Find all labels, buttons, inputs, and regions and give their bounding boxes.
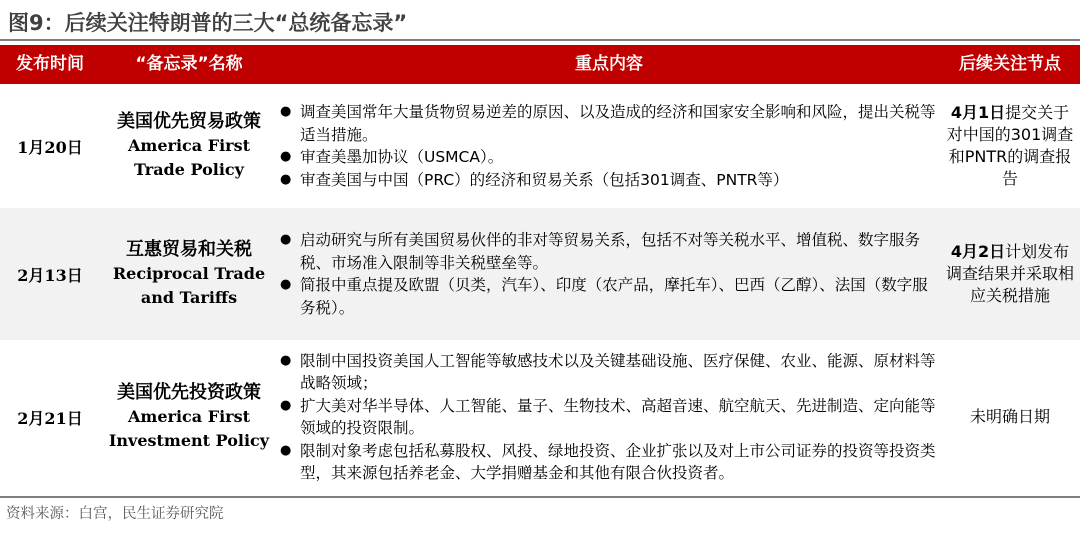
title-divider xyxy=(0,39,1080,41)
header-date: 发布时间 xyxy=(16,54,84,74)
row-follow-up xyxy=(940,208,1080,340)
bullet-dot-icon: ● xyxy=(280,171,292,187)
list-item: ● 审查美国与中国（PRC）的经济和贸易关系（包括301调查、PNTR等） xyxy=(278,169,940,192)
memo-name-zh: 美国优先投资政策 xyxy=(117,382,261,403)
row-memo-name xyxy=(100,340,278,494)
bullet-dot-icon: ● xyxy=(280,149,292,164)
list-item: ● 限制对象考虑包括私募股权、风投、绿地投资、企业扩张以及对上市公司证券的投资等投资类型，其来源包括养老金、大学捐赠基金和其他有限合伙投资者。 xyxy=(280,441,936,482)
memo-name-en-line1: America First xyxy=(128,136,250,155)
memo-name-en-line2: Trade Policy xyxy=(134,160,244,179)
list-item: ● 扩大美对华半导体、人工智能、量子、生物技术、高超音速、航空航天、先进制造、定向能等领域的投资限制。 xyxy=(280,396,936,437)
header-name: “备忘录”名称 xyxy=(135,54,243,74)
source-note: 资料来源：白宫，民生证券研究院 xyxy=(6,506,224,522)
table-row xyxy=(0,340,1080,494)
row-date: 2月13日 xyxy=(17,265,83,285)
follow-date-highlight: 4月1日 xyxy=(950,103,1006,122)
row-content xyxy=(278,340,940,494)
bottom-divider xyxy=(0,496,1080,498)
bullet-dot-icon: ● xyxy=(280,232,292,247)
bullet-dot-icon: ● xyxy=(280,397,292,413)
row-date: 2月21日 xyxy=(17,408,83,428)
row-memo-name xyxy=(100,208,278,340)
list-item: ● 启动研究与所有美国贸易伙伴的非对等贸易关系，包括不对等关税水平、增值税、数字服务税、市场准入限制等非关税壁垒等。 xyxy=(280,231,921,272)
header-content: 重点内容 xyxy=(575,54,643,74)
row-memo-name xyxy=(100,84,278,208)
list-item: ● 简报中重点提及欧盟（贝类，汽车）、印度（农产品，摩托车）、巴西（乙醇）、法国（数字服务税）。 xyxy=(280,276,928,317)
follow-date-highlight: 4月2日 xyxy=(950,242,1006,261)
follow-text: 未明确日期 xyxy=(969,407,1050,426)
memo-name-en-line2: Investment Policy xyxy=(108,431,270,450)
table-header xyxy=(0,45,1080,84)
list-item: ● 审查美墨加协议（USMCA）。 xyxy=(278,146,940,169)
memo-name-en-line2: and Tariffs xyxy=(140,288,238,307)
table-row xyxy=(0,84,1080,208)
bullet-dot-icon: ● xyxy=(280,277,292,292)
list-item: ● 调查美国常年大量货物贸易逆差的原因、以及造成的经济和国家安全影响和风险，提出关税等适当措施。 xyxy=(280,103,936,144)
figure-title: 图9：后续关注特朗普的三大“总统备忘录” xyxy=(8,11,408,35)
row-date: 1月20日 xyxy=(17,137,83,157)
table-row xyxy=(0,208,1080,340)
list-item: ● 限制中国投资美国人工智能等敏感技术以及关键基础设施、医疗保健、农业、能源、原材料等战略领域； xyxy=(280,351,936,392)
follow-text: 计划发布调查结果并采取相应关税措施 xyxy=(945,242,1074,305)
bullet-dot-icon: ● xyxy=(280,442,292,458)
row-content xyxy=(278,84,940,208)
row-content xyxy=(278,208,940,340)
bullet-dot-icon: ● xyxy=(280,352,292,368)
memo-name-en-line1: Reciprocal Trade xyxy=(112,264,266,283)
row-follow-up xyxy=(940,84,1080,208)
bullet-dot-icon: ● xyxy=(280,104,292,119)
memo-name-zh: 美国优先贸易政策 xyxy=(117,111,261,132)
follow-text: 提交关于对中国的301调查和PNTR的调查报告 xyxy=(946,103,1074,188)
memo-name-en-line1: America First xyxy=(128,407,250,426)
header-follow: 后续关注节点 xyxy=(959,54,1061,74)
row-follow-up xyxy=(940,340,1080,494)
memo-name-zh: 互惠贸易和关税 xyxy=(126,239,252,260)
